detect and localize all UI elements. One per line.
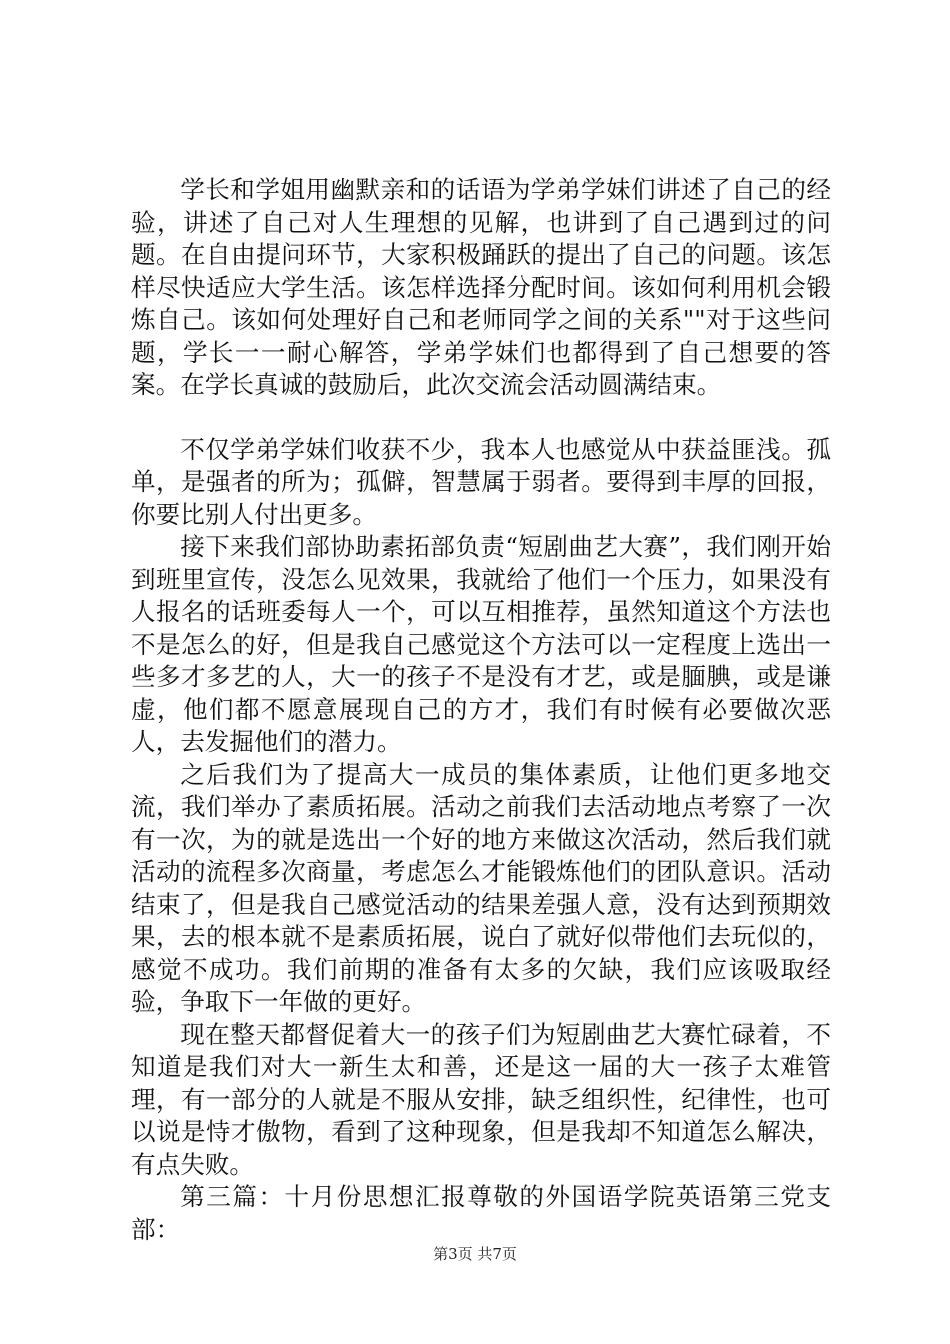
document-body	[131, 174, 831, 1246]
paragraph-drama-contest: 接下来我们部协助素拓部负责“短剧曲艺大赛”，我们刚开始到班里宣传，没怎么见效果，我就给了他们一个压力，如果没有人报名的话班委每人一个，可以互相推荐，虽然知道这个方法也不是怎么的好，但是我自己感觉这个方法可以一定程度上选出一些多才多艺的人，大一的孩子不是没有才艺，或是腼腆，或是谦虚，他们都不愿意展现自己的方才，我们有时候有必要做次恶人，去发掘他们的潜力。	[131, 532, 831, 756]
paragraph-personal-gain: 不仅学弟学妹们收获不少，我本人也感觉从中获益匪浅。孤单，是强者的所为；孤僻，智慧属于弱者。要得到丰厚的回报，你要比别人付出更多。	[131, 434, 831, 529]
paragraph-quality-expansion: 之后我们为了提高大一成员的集体素质，让他们更多地交流，我们举办了素质拓展。活动之前我们去活动地点考察了一次有一次，为的就是选出一个好的地方来做这次活动，然后我们就活动的流程多次商量，考虑怎么才能锻炼他们的团队意识。活动结束了，但是我自己感觉活动的结果差强人意，没有达到预期效果，去的根本就不是素质拓展，说白了就好似带他们去玩似的，感觉不成功。我们前期的准备有太多的欠缺，我们应该吸取经验，争取下一年做的更好。	[131, 759, 831, 1016]
paragraph-section-heading: 第三篇：十月份思想汇报尊敬的外国语学院英语第三党支部：	[131, 1182, 831, 1244]
paragraph-current-situation: 现在整天都督促着大一的孩子们为短剧曲艺大赛忙碌着，不知道是我们对大一新生太和善，还是这一届的大一孩子太难管理，有一部分的人就是不服从安排，缺乏组织性，纪律性，也可以说是恃才傲物，看到了这种现象，但是我却不知道怎么解决，有点失败。	[131, 1019, 831, 1179]
page-number-footer: 第3页 共7页	[433, 1245, 517, 1263]
paragraph-exchange-meeting: 学长和学姐用幽默亲和的话语为学弟学妹们讲述了自己的经验，讲述了自己对人生理想的见解，也讲到了自己遇到过的问题。在自由提问环节，大家积极踊跃的提出了自己的问题。该怎样尽快适应大学生活。该怎样选择分配时间。该如何利用机会锻炼自己。该如何处理好自己和老师同学之间的关系""对于这些问题，学长一一耐心解答，学弟学妹们也都得到了自己想要的答案。在学长真诚的鼓励后，此次交流会活动圆满结束。	[131, 175, 831, 399]
